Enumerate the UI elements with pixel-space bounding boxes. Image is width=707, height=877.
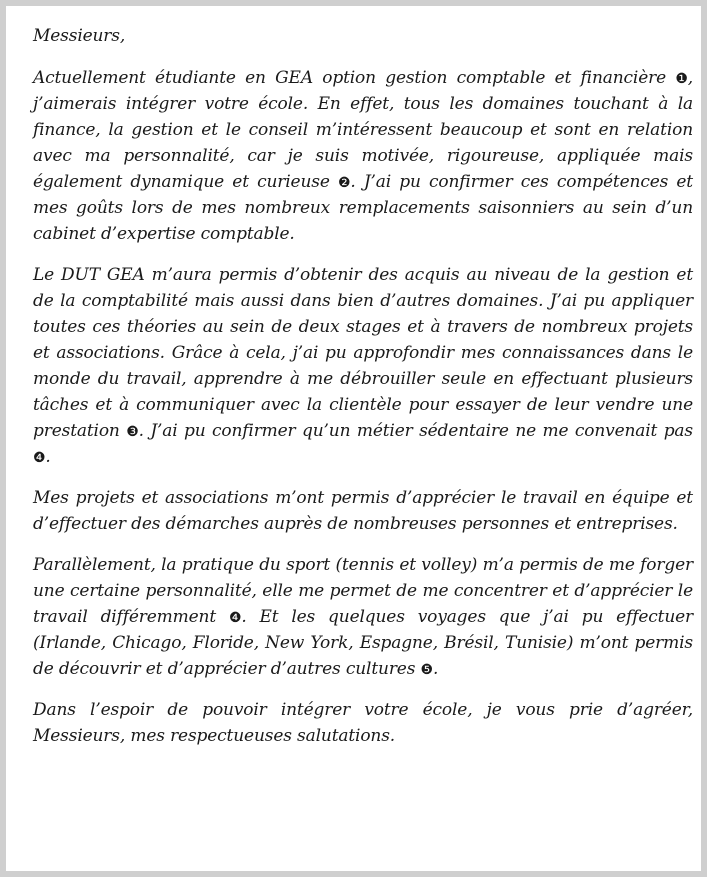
- annotation-marker-3: ❸: [126, 424, 139, 440]
- annotation-marker-4b: ❹: [228, 610, 242, 626]
- cover-letter: [33, 23, 693, 764]
- paragraph-4-text-a: Parallèlement, la pratique du sport (tennis et volley) m’a permis de me forger une certaine personnalité, elle me permet de me concentrer et d’apprécier le travail différemment: [33, 555, 693, 627]
- paragraph-closing: Dans l’espoir de pouvoir intégrer votre école, je vous prie d’agréer, Messieurs, mes respectueuses salutations.: [33, 700, 693, 746]
- paragraph-1-text-c: . J’ai pu confirmer ces compétences et mes goûts lors de mes nombreux remplacements saisonniers au sein d’un cabinet d’expertise comptable.: [33, 172, 693, 244]
- paragraph-4-text-c: .: [432, 659, 439, 679]
- paragraph-3: Mes projets et associations m’ont permis d’apprécier le travail en équipe et d’effectuer des démarches auprès de nombreuses personnes et entreprises.: [33, 488, 693, 534]
- annotation-marker-1: ❶: [675, 71, 688, 87]
- paragraph-4: [33, 552, 693, 682]
- paragraph-4-text-b: . Et les quelques voyages que j’ai pu effectuer (Irlande, Chicago, Floride, New York, Espagne, Brésil, Tunisie) m’ont permis de découvrir et d’apprécier d’autres cultures: [33, 607, 694, 679]
- annotation-marker-2: ❷: [337, 175, 351, 191]
- paragraph-1-text-a: Actuellement étudiante en GEA option gestion comptable et financière: [33, 68, 667, 88]
- paragraph-2-text-a: Le DUT GEA m’aura permis d’obtenir des acquis au niveau de la gestion et de la comptabilité mais aussi dans bien d’autres domaines. J’ai pu appliquer toutes ces théories au sein de deux stages et à travers de nombreux projets et associations. Grâce à cela, j’ai pu approfondir mes connaissances dans le monde du travail, apprendre à me débrouiller seule en effectuant plusieurs tâches et à communiquer avec la clientèle pour essayer de leur vendre une prestation: [33, 265, 693, 441]
- paragraph-1-text-b: , j’aimerais intégrer votre école. En effet, tous les domaines touchant à la finance, la gestion et le conseil m’intéressent beaucoup et sont en relation avec ma personnalité, car je suis motivée, rigoureuse, appliquée mais également dynamique et curieuse: [33, 68, 693, 192]
- letter-greeting: Messieurs,: [33, 26, 126, 46]
- paragraph-1: [33, 65, 693, 247]
- annotation-marker-4: ❹: [33, 450, 46, 466]
- paragraph-2-text-b: . J’ai pu confirmer qu’un métier sédentaire ne me convenait pas: [138, 421, 693, 441]
- annotation-marker-5: ❺: [420, 662, 433, 678]
- paragraph-2: [33, 262, 693, 470]
- paragraph-2-text-c: .: [45, 447, 51, 467]
